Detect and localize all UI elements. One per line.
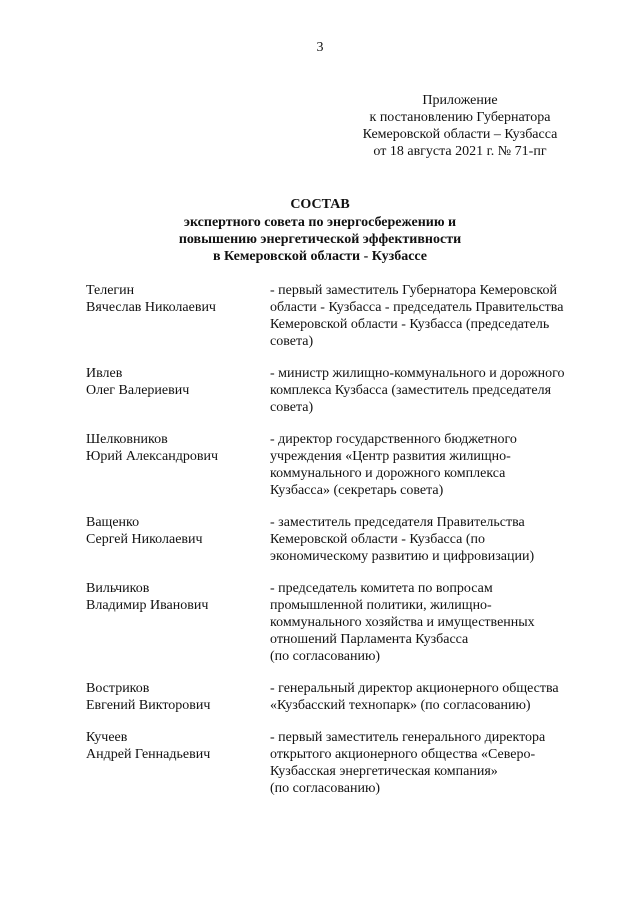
- position-line: (по согласованию): [270, 781, 381, 796]
- member-surname: Телегин: [86, 283, 135, 298]
- member-position: [270, 729, 600, 797]
- position-line: промышленной политики, жилищно-: [270, 598, 492, 613]
- member-row: [86, 365, 606, 416]
- annex-line: от 18 августа 2021 г. № 71-пг: [373, 144, 547, 159]
- title-main: СОСТАВ: [290, 197, 350, 212]
- member-surname: Шелковников: [86, 432, 168, 447]
- position-line: - министр жилищно-коммунального и дорожного: [270, 366, 565, 381]
- position-line: коммунального хозяйства и имущественных: [270, 615, 535, 630]
- member-surname: Вильчиков: [86, 581, 150, 596]
- member-name: [86, 514, 270, 565]
- member-name: [86, 365, 270, 416]
- member-name: [86, 680, 270, 714]
- member-given-names: Владимир Иванович: [86, 598, 209, 613]
- member-given-names: Сергей Николаевич: [86, 532, 203, 547]
- annex-line: Кемеровской области – Кузбасса: [362, 127, 558, 142]
- member-position: [270, 514, 600, 565]
- member-row: [86, 282, 606, 350]
- member-given-names: Вячеслав Николаевич: [86, 300, 216, 315]
- position-line: - генеральный директор акционерного общества: [270, 681, 559, 696]
- member-position: [270, 680, 600, 714]
- position-line: совета): [270, 400, 314, 415]
- position-line: отношений Парламента Кузбасса: [270, 632, 469, 647]
- member-position: [270, 365, 600, 416]
- member-position: [270, 431, 600, 499]
- position-line: Кузбасса» (секретарь совета): [270, 483, 444, 498]
- position-line: - директор государственного бюджетного: [270, 432, 517, 447]
- position-line: - первый заместитель Губернатора Кемеровской: [270, 283, 558, 298]
- member-surname: Кучеев: [86, 730, 128, 745]
- position-line: комплекса Кузбасса (заместитель председателя: [270, 383, 552, 398]
- member-given-names: Юрий Александрович: [86, 449, 218, 464]
- position-line: - первый заместитель генерального директора: [270, 730, 546, 745]
- position-line: Кузбасская энергетическая компания»: [270, 764, 498, 779]
- annex-block: [330, 92, 590, 160]
- page-number: 3: [316, 40, 324, 55]
- title-subtitle-line: повышению энергетической эффективности: [178, 232, 462, 247]
- member-row: [86, 729, 606, 797]
- position-line: (по согласованию): [270, 649, 381, 664]
- member-given-names: Андрей Геннадьевич: [86, 747, 211, 762]
- member-given-names: Олег Валериевич: [86, 383, 190, 398]
- position-line: - заместитель председателя Правительства: [270, 515, 525, 530]
- title-subtitle-line: экспертного совета по энергосбережению и: [183, 215, 457, 230]
- member-name: [86, 580, 270, 665]
- document-title: [0, 196, 640, 265]
- position-line: Кемеровской области - Кузбасса (председатель: [270, 317, 550, 332]
- member-name: [86, 282, 270, 350]
- annex-line: Приложение: [422, 93, 498, 108]
- position-line: области - Кузбасса - председатель Правительства: [270, 300, 564, 315]
- member-row: [86, 680, 606, 714]
- member-name: [86, 729, 270, 797]
- position-line: совета): [270, 334, 314, 349]
- title-subtitle-line: в Кемеровской области - Кузбассе: [212, 249, 428, 264]
- member-row: [86, 431, 606, 499]
- member-given-names: Евгений Викторович: [86, 698, 211, 713]
- annex-line: к постановлению Губернатора: [369, 110, 551, 125]
- member-row: [86, 580, 606, 665]
- position-line: открытого акционерного общества «Северо-: [270, 747, 536, 762]
- members-list: [86, 282, 606, 812]
- position-line: коммунального и дорожного комплекса: [270, 466, 506, 481]
- member-surname: Востриков: [86, 681, 150, 696]
- position-line: экономическому развитию и цифровизации): [270, 549, 535, 564]
- position-line: учреждения «Центр развития жилищно-: [270, 449, 511, 464]
- member-position: [270, 282, 600, 350]
- member-row: [86, 514, 606, 565]
- member-surname: Ващенко: [86, 515, 140, 530]
- member-name: [86, 431, 270, 499]
- position-line: «Кузбасский технопарк» (по согласованию): [270, 698, 531, 713]
- member-position: [270, 580, 600, 665]
- position-line: Кемеровской области - Кузбасса (по: [270, 532, 485, 547]
- position-line: - председатель комитета по вопросам: [270, 581, 493, 596]
- member-surname: Ивлев: [86, 366, 123, 381]
